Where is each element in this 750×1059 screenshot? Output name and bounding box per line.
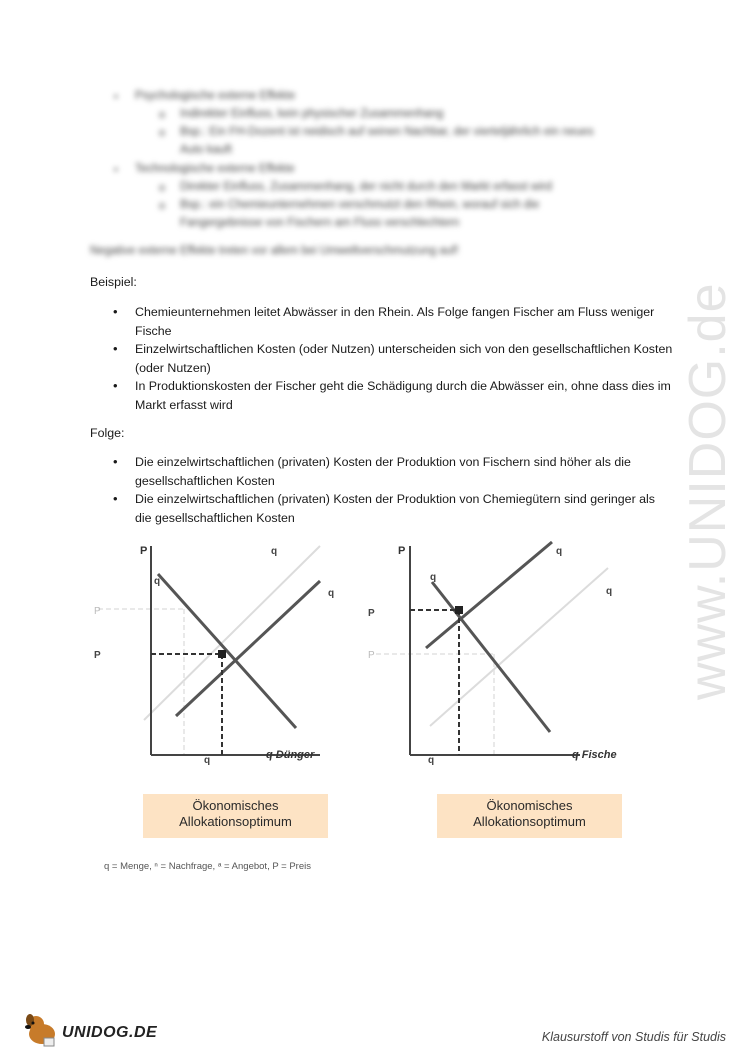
intro-bullet-2: Technologische externe Effekte: [135, 163, 295, 175]
watermark-text: www.UNIDOG.de: [679, 282, 737, 700]
folge-list: [113, 453, 673, 527]
list-item: • Chemieunternehmen leitet Abwässer in den Rhein. Als Folge fangen Fischer am Fluss weniger Fische: [113, 303, 673, 340]
list-item: • Die einzelwirtschaftlichen (privaten) Kosten der Produktion von Chemiegütern sind geringer als die gesellschaftlichen Kosten: [113, 490, 673, 527]
x-axis-label: q Fische: [572, 749, 617, 761]
curve-right-label: q: [328, 588, 335, 599]
sub-marker: o: [159, 200, 166, 212]
p-upper-label: P: [94, 606, 101, 617]
intro-sub-1-2b: Auto kauft: [180, 144, 232, 156]
footer-slogan: Klausurstoff von Studis für Studis: [541, 1030, 726, 1044]
faint-supply-line: [144, 546, 320, 720]
diagram-fische: [366, 536, 666, 786]
supply-curve: [426, 542, 552, 648]
q-main-label: q: [204, 755, 211, 766]
p-lower-label: P: [94, 650, 101, 661]
optimum-box-line1: Ökonomisches: [192, 798, 279, 813]
q-main-label: q: [428, 755, 435, 766]
sub-marker: o: [159, 182, 166, 194]
intro-sub-2-1: Direkter Einfluss, Zusammenhang, der nicht durch den Markt erfasst wird: [180, 181, 552, 193]
y-axis-label: P: [140, 545, 148, 557]
dog-icon: [22, 1012, 62, 1048]
p-lower-label: P: [368, 650, 375, 661]
folge-heading: Folge:: [90, 426, 125, 440]
curve-top-label: q: [271, 546, 278, 557]
intro-sub-2-2b: Fangergebnisse von Fischern am Fluss verschlechtern: [180, 217, 460, 229]
demand-label: q: [154, 576, 161, 587]
p-upper-label: P: [368, 608, 375, 619]
list-item: • Die einzelwirtschaftlichen (privaten) Kosten der Produktion von Fischern sind höher als die gesellschaftlichen Kosten: [113, 453, 673, 490]
equilibrium-point: [218, 650, 226, 658]
supply-curve: [176, 581, 320, 716]
curve-right-label: q: [606, 586, 613, 597]
list-item: • In Produktionskosten der Fischer geht die Schädigung durch die Abwässer ein, ohne dass dies im Markt erfasst wird: [113, 377, 673, 414]
demand-curve: [158, 574, 296, 728]
optimum-box-2: [437, 794, 622, 838]
bullet-marker: •: [114, 91, 118, 103]
optimum-box-line2: Allokationsoptimum: [473, 814, 586, 829]
optimum-box-1: [143, 794, 328, 838]
x-axis-label: q Dünger: [266, 749, 315, 761]
intro-summary: Negative externe Effekte treten vor allem bei Umweltverschmutzung auf!: [90, 245, 459, 257]
intro-sub-2-2a: Bsp.: ein Chemieunternehmen verschmutzt den Rhein, worauf sich die: [180, 199, 540, 211]
diagram-duenger-svg: [88, 536, 388, 786]
diagram-legend: q = Menge, ⁿ = Nachfrage, ᵃ = Angebot, P = Preis: [104, 861, 311, 872]
equilibrium-point: [455, 606, 463, 614]
intro-bullet-1: Psychologische externe Effekte: [135, 90, 296, 102]
demand-label: q: [430, 572, 437, 583]
beispiel-heading: Beispiel:: [90, 275, 137, 289]
curve-top-label: q: [556, 546, 563, 557]
faint-supply-line: [430, 568, 608, 726]
y-axis-label: P: [398, 545, 406, 557]
diagram-fische-svg: [366, 536, 666, 786]
beispiel-list: [113, 303, 673, 414]
diagram-duenger: [88, 536, 388, 786]
list-item: • Einzelwirtschaftlichen Kosten (oder Nutzen) unterscheiden sich von den gesellschaftlichen Kosten (oder Nutzen): [113, 340, 673, 377]
sub-marker: o: [159, 127, 166, 139]
intro-sub-1-1: Indirekter Einfluss, kein physischer Zusammenhang: [180, 108, 444, 120]
logo-text: UNIDOG.DE: [62, 1024, 158, 1041]
optimum-box-line2: Allokationsoptimum: [179, 814, 292, 829]
bullet-marker: •: [114, 164, 118, 176]
optimum-box-line1: Ökonomisches: [486, 798, 573, 813]
sub-marker: o: [159, 109, 166, 121]
intro-sub-1-2a: Bsp.: Ein FH-Dozent ist neidisch auf seinen Nachbar, der vierteljährlich ein neues: [180, 126, 594, 138]
unidog-logo[interactable]: [22, 1010, 172, 1050]
